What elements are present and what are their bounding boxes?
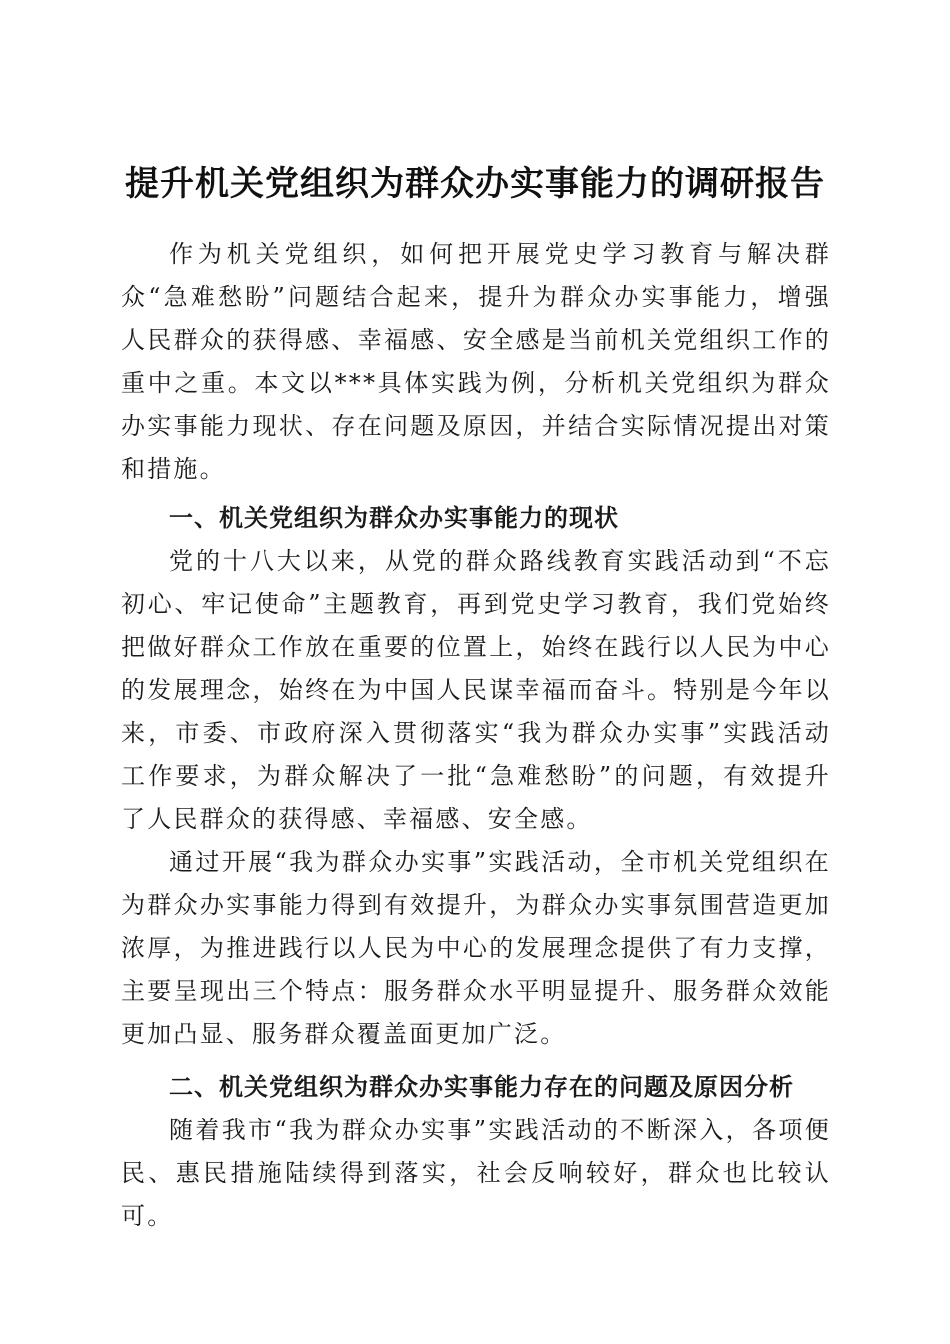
section-heading-problems-analysis: 二、机关党组织为群众办实事能力存在的问题及原因分析: [169, 1073, 794, 1101]
section2-paragraph-1: 随着我市“我为群众办实事”实践活动的不断深入，各项便民、惠民措施陆续得到落实，社会反响较好，群众也比较认可。: [121, 1116, 831, 1230]
document-title: 提升机关党组织为群众办实事能力的调研报告: [125, 163, 825, 204]
intro-paragraph: 作为机关党组织，如何把开展党史学习教育与解决群众“急难愁盼”问题结合起来，提升为群众办实事能力，增强人民群众的获得感、幸福感、安全感是当前机关党组织工作的重中之重。本文以***具体实践为例，分析机关党组织为群众办实事能力现状、存在问题及原因，并结合实际情况提出对策和措施。: [121, 240, 831, 483]
section-heading-current-status: 一、机关党组织为群众办实事能力的现状: [169, 504, 619, 532]
section1-paragraph-1: 党的十八大以来，从党的群众路线教育实践活动到“不忘初心、牢记使命”主题教育，再到党史学习教育，我们党始终把做好群众工作放在重要的位置上，始终在践行以人民为中心的发展理念，始终在为中国人民谋幸福而奋斗。特别是今年以来，市委、市政府深入贯彻落实“我为群众办实事”实践活动工作要求，为群众解决了一批“急难愁盼”的问题，有效提升了人民群众的获得感、幸福感、安全感。: [121, 547, 831, 833]
document-body: [121, 233, 831, 1238]
section1-paragraph-2: 通过开展“我为群众办实事”实践活动，全市机关党组织在为群众办实事能力得到有效提升，为群众办实事氛围营造更加浓厚，为推进践行以人民为中心的发展理念提供了有力支撑，主要呈现出三个特点：服务群众水平明显提升、服务群众效能更加凸显、服务群众覆盖面更加广泛。: [121, 848, 831, 1048]
